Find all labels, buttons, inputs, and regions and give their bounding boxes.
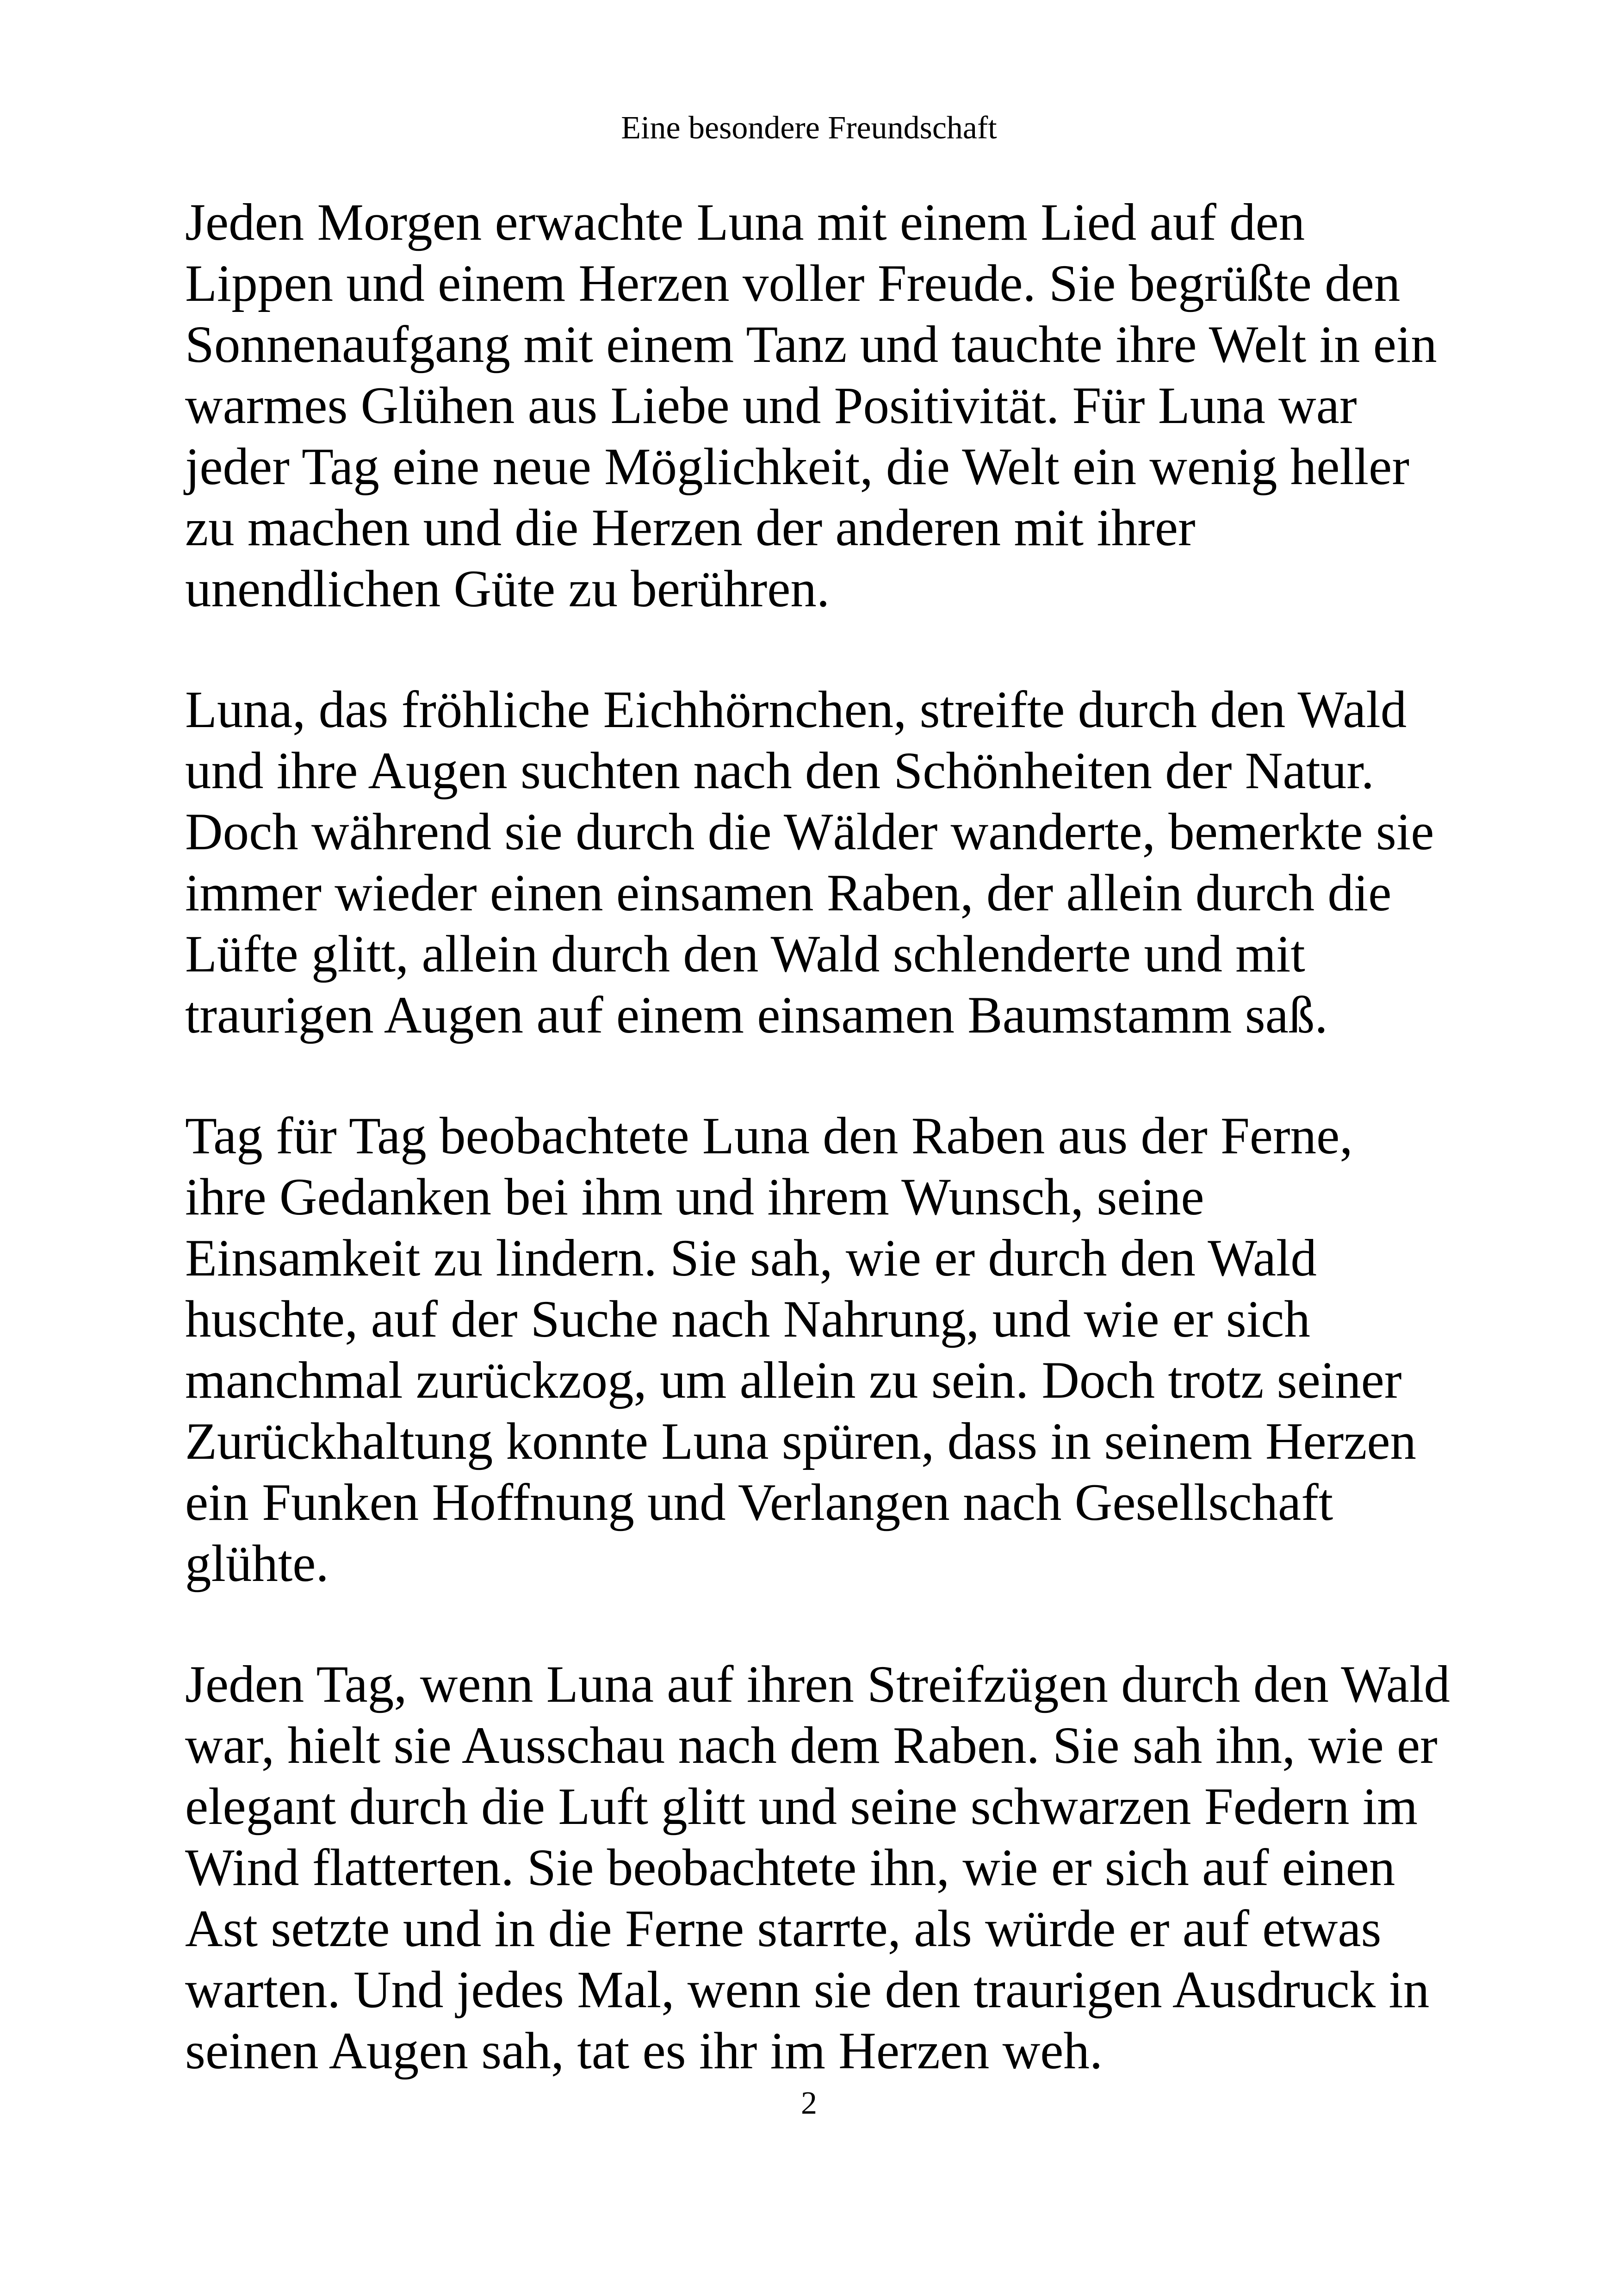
text-line: huschte, auf der Suche nach Nahrung, und wie er sich [185,1290,1310,1348]
text-line: zu machen und die Herzen der anderen mit ihrer [185,499,1196,557]
page-number: 2 [801,2085,817,2121]
text-line: Lüfte glitt, allein durch den Wald schlenderte und mit [185,925,1305,983]
text-line: Sonnenaufgang mit einem Tanz und tauchte ihre Welt in ein [185,316,1437,373]
text-line: jeder Tag eine neue Möglichkeit, die Welt ein wenig heller [185,438,1409,496]
text-line: unendlichen Güte zu berühren. [185,560,830,618]
text-line: ihre Gedanken bei ihm und ihrem Wunsch, seine [185,1168,1204,1226]
text-line: manchmal zurückzog, um allein zu sein. Doch trotz seiner [185,1351,1402,1409]
text-line: immer wieder einen einsamen Raben, der allein durch die [185,864,1392,922]
text-line: Zurückhaltung konnte Luna spüren, dass in seinem Herzen [185,1412,1417,1470]
text-line: ein Funken Hoffnung und Verlangen nach Gesellschaft [185,1474,1333,1531]
text-line: elegant durch die Luft glitt und seine schwarzen Federn im [185,1778,1418,1836]
text-line: Jeden Tag, wenn Luna auf ihren Streifzügen durch den Wald [185,1655,1450,1713]
paragraph [185,1106,1462,1594]
text-line: und ihre Augen suchten nach den Schönheiten der Natur. [185,742,1375,800]
text-line: seinen Augen sah, tat es ihr im Herzen weh. [185,2022,1103,2080]
text-line: war, hielt sie Ausschau nach dem Raben. Sie sah ihn, wie er [185,1717,1438,1774]
text-line: Wind flatterten. Sie beobachtete ihn, wie er sich auf einen [185,1839,1395,1897]
text-line: Tag für Tag beobachtete Luna den Raben aus der Ferne, [185,1107,1353,1165]
text-line: traurigen Augen auf einem einsamen Baumstamm saß. [185,986,1328,1044]
text-line: Ast setzte und in die Ferne starrte, als würde er auf etwas [185,1900,1382,1958]
running-header: Eine besondere Freundschaft [621,110,997,146]
paragraph [185,1654,1462,2082]
paragraph [185,679,1462,1046]
text-line: warten. Und jedes Mal, wenn sie den traurigen Ausdruck in [185,1961,1430,2019]
text-line: glühte. [185,1535,329,1593]
text-line: Doch während sie durch die Wälder wanderte, bemerkte sie [185,803,1434,861]
text-line: warmes Glühen aus Liebe und Positivität. Für Luna war [185,377,1357,435]
text-line: Luna, das fröhliche Eichhörnchen, streifte durch den Wald [185,681,1407,739]
text-line: Lippen und einem Herzen voller Freude. Sie begrüßte den [185,255,1401,312]
text-line: Jeden Morgen erwachte Luna mit einem Lied auf den [185,193,1305,251]
body-text [185,192,1462,2141]
text-line: Einsamkeit zu lindern. Sie sah, wie er durch den Wald [185,1229,1317,1287]
paragraph [185,192,1462,620]
